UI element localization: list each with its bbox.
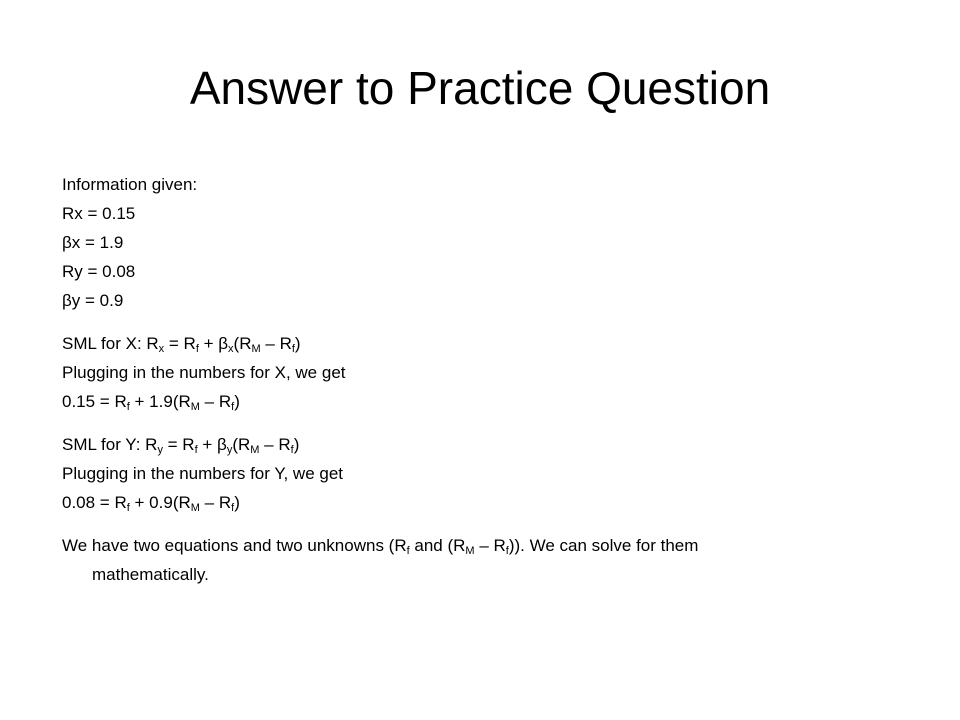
slide-body (62, 170, 902, 589)
eq-y-numbers (62, 488, 902, 517)
equation-text: SML for Y: R (62, 435, 158, 454)
equation-text: – R (199, 493, 232, 512)
subscript: f (406, 545, 410, 557)
subscript: M (250, 444, 260, 456)
spacer (62, 517, 902, 531)
spacer (62, 315, 902, 329)
conclusion-paragraph (62, 531, 902, 589)
equation-text: (R (232, 435, 251, 454)
equation-text: + 0.9(R (129, 493, 191, 512)
subscript: f (195, 343, 199, 355)
subscript: f (231, 401, 235, 413)
subscript: M (251, 343, 261, 355)
equation-text: 0.15 = R (62, 392, 127, 411)
equation-text: – R (199, 392, 232, 411)
subscript: y (157, 444, 163, 456)
given-beta-x (62, 228, 902, 257)
equation-text: ) (234, 493, 240, 512)
conclusion-text: and (R (409, 536, 466, 555)
given-value: Ry = 0.08 (62, 262, 136, 281)
given-heading: Information given: (62, 175, 198, 194)
given-rx (62, 199, 902, 228)
subscript: f (231, 502, 235, 514)
subscript: x (158, 343, 165, 355)
subscript: f (126, 502, 130, 514)
equation-text: = R (164, 334, 196, 353)
subscript: M (465, 545, 475, 557)
subscript: M (190, 401, 200, 413)
subscript: M (190, 502, 200, 514)
conclusion-text: – R (474, 536, 506, 555)
equation-text: ) (293, 435, 300, 454)
equation-text: SML for X: R (62, 334, 159, 353)
equation-text: – R (260, 334, 292, 353)
equation-text: ) (294, 334, 301, 353)
equation-text: ) (234, 392, 240, 411)
sml-x-equation (62, 329, 902, 358)
conclusion-text: mathematically. (92, 565, 209, 584)
slide-title: Answer to Practice Question (189, 62, 771, 114)
subscript: f (126, 401, 130, 413)
equation-text: (R (233, 334, 252, 353)
subscript: f (505, 545, 509, 557)
spacer (62, 416, 902, 430)
equation-text: + β (197, 435, 227, 454)
eq-x-numbers (62, 387, 902, 416)
given-ry (62, 257, 902, 286)
conclusion-line-2 (92, 560, 902, 589)
beta-symbol: β (62, 233, 72, 252)
conclusion-text: )). We can solve for them (508, 536, 699, 555)
sml-y-equation (62, 430, 902, 459)
conclusion-text: We have two equations and two unknowns (R (62, 536, 407, 555)
subscript: f (291, 343, 295, 355)
given-value: x = 1.9 (71, 233, 124, 252)
equation-text: – R (259, 435, 291, 454)
conclusion-line-1 (62, 531, 902, 560)
subscript: f (194, 444, 198, 456)
equation-text: = R (162, 435, 195, 454)
given-value: y = 0.9 (71, 291, 124, 310)
subscript: y (226, 444, 233, 456)
subscript: x (228, 343, 234, 355)
equation-text: + β (198, 334, 229, 353)
given-beta-y (62, 286, 902, 315)
equation-text: + 1.9(R (129, 392, 191, 411)
given-value: Rx = 0.15 (62, 204, 136, 223)
equation-text: 0.08 = R (62, 493, 127, 512)
plug-y-text: Plugging in the numbers for Y, we get (62, 464, 343, 483)
subscript: f (290, 444, 294, 456)
plug-x-text: Plugging in the numbers for X, we get (62, 363, 346, 382)
beta-symbol: β (62, 291, 72, 310)
